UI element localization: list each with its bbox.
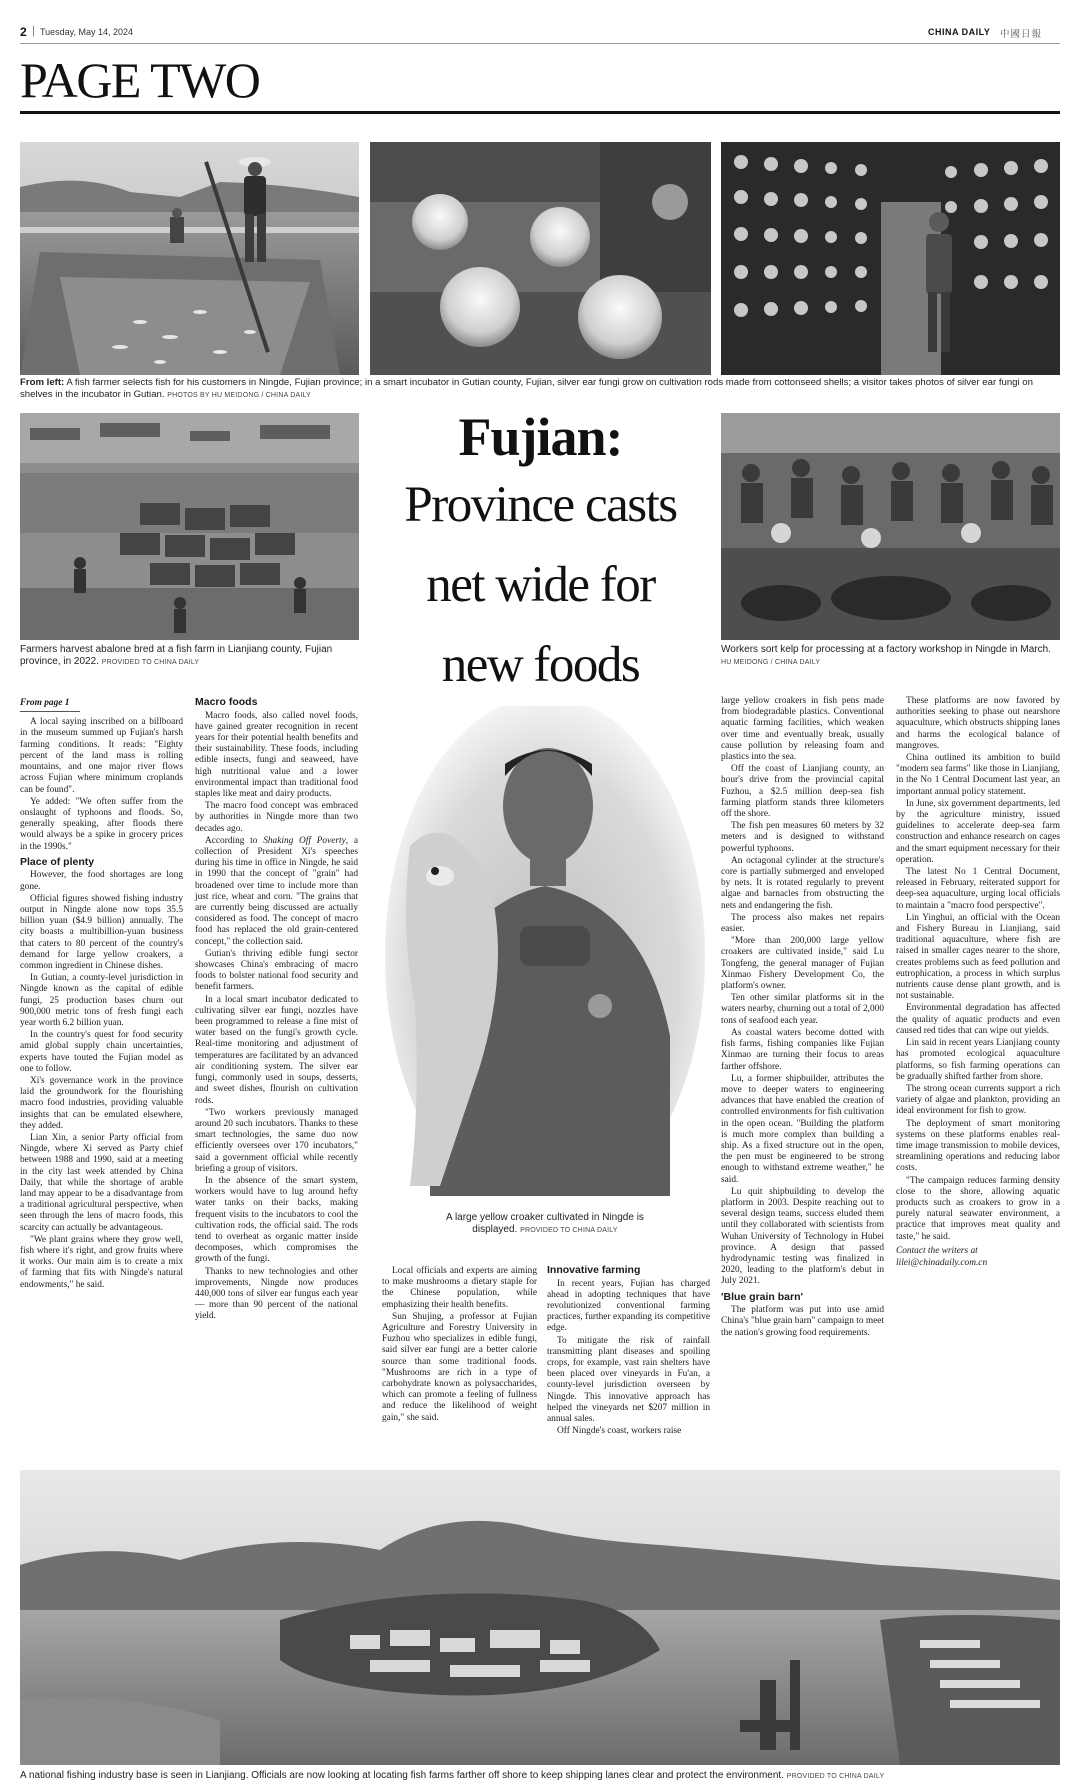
article-paragraph: The macro food concept was embraced by authorities in Ningde more than two decades ago. bbox=[195, 801, 358, 834]
article-column-3 bbox=[382, 1266, 537, 1425]
headline-line-3: new foods bbox=[441, 637, 640, 693]
subhead-innovative-farming: Innovative farming bbox=[547, 1264, 641, 1276]
article-column-2 bbox=[195, 696, 358, 1324]
article-paragraph bbox=[195, 836, 358, 948]
caption-credit: PROVIDED TO CHINA DAILY bbox=[520, 1227, 618, 1235]
abalone-harvest-photo bbox=[20, 413, 359, 640]
article-paragraph: China outlined its ambition to build "modern sea farms" like those in Lianjiang, in the No 1 Central Document last year, an important annual policy statement. bbox=[896, 753, 1060, 797]
article-paragraph: Thanks to new technologies and other improvements, Ningde now produces 440,000 tons of silver ear fungus each year — more than 90 percent of the national yield. bbox=[195, 1266, 358, 1322]
top-photos-caption bbox=[20, 377, 1060, 400]
panorama-caption bbox=[20, 1770, 1060, 1782]
article-paragraph: "We plant grains where they grow well, fish where it's right, and grow fruits where it works. Our main aim is to create a mix of farming that fits with Ningde's natural endowments," he said. bbox=[20, 1234, 183, 1290]
article-paragraph: In June, six government departments, led by the agriculture ministry, issued guidelines to accelerate deep-sea farm construction and enhance research on cages and the smart equipment necessary for their operation. bbox=[896, 798, 1060, 865]
headline-kicker: Fujian: bbox=[458, 407, 623, 467]
article-paragraph: An octagonal cylinder at the structure's core is partially submerged and enveloped by nets. It is rotated regularly to prevent algae and barnacles from obstructing the nets and endangering the fish. bbox=[721, 855, 884, 911]
brand-name: CHINA DAILY bbox=[928, 27, 991, 37]
caption-credit: PROVIDED TO CHINA DAILY bbox=[786, 1773, 885, 1780]
fishing-base-panorama bbox=[20, 1470, 1060, 1765]
article-paragraph: Lin said in recent years Lianjiang county has promoted ecological aquaculture platforms, so fish farming operations can be gradually shifted farther from shore. bbox=[896, 1038, 1060, 1082]
caption-credit: PHOTOS BY HU MEIDONG / CHINA DAILY bbox=[167, 391, 311, 399]
article-paragraph: Xi's governance work in the province laid the groundwork for the flourishing macro food industries, providing valuable insights that can be emulated elsewhere, they added. bbox=[20, 1075, 183, 1131]
article-paragraph: "The campaign reduces farming density close to the shore, allowing aquatic products such as croakers to grow in a purely natural seawater environment, a practice that improves meat quality and taste," he said. bbox=[896, 1175, 1060, 1242]
article-paragraph: The latest No 1 Central Document, released in February, reiterated support for deep-sea aquaculture, urging local officials to maintain a "macro food perspective". bbox=[896, 867, 1060, 911]
text-run: According to bbox=[205, 835, 264, 846]
article-paragraph: In Gutian, a county-level jurisdiction in Ningde known as the capital of edible fungi, 25 production bases churn out 900,000 metric tons of fresh fungi each year worth 6.2 billion yuan. bbox=[20, 973, 183, 1028]
article-paragraph: Ye added: "We often suffer from the onslaught of typhoons and floods. So, generally speaking, after floods there would always be a spike in grocery prices in the 1990s." bbox=[20, 796, 183, 852]
article-paragraph: In the absence of the smart system, workers would have to lug around hefty water tanks on their backs, making frequent visits to the incubators to cool the cultivation rods, the official said. The rods tend to overheat as organic matter inside decomposes, which compromises the growth of the fungi. bbox=[195, 1175, 358, 1265]
article-paragraph: The deployment of smart monitoring systems on these platforms enables real-time image transmission to mobile devices, streamlining operations and reducing labor costs. bbox=[896, 1118, 1060, 1174]
caption-text: A national fishing industry base is seen in Lianjiang. Officials are now looking at locating fish farms farther off shore to keep shipping lanes clear and protect the environment. bbox=[20, 1770, 784, 1781]
article-paragraph: Off the coast of Lianjiang county, an hour's drive from the provincial capital Fuzhou, a $2.5 million deep-sea fish farming platform stands three kilometers off the shore. bbox=[721, 764, 884, 820]
article-paragraph: As coastal waters become dotted with fish farms, fishing companies like Fujian Xinmao are turning their focus to areas farther offshore. bbox=[721, 1027, 884, 1072]
fish-farmer-photo bbox=[20, 142, 359, 375]
article-column-1 bbox=[20, 698, 183, 1292]
brand-logo-cn: 中國日報 bbox=[1000, 30, 1043, 40]
kelp-photo-caption bbox=[721, 644, 1060, 668]
book-title: Shaking Off Poverty bbox=[263, 835, 346, 846]
article-paragraph: The fish pen measures 60 meters by 32 meters and is designed to withstand powerful typhoons. bbox=[721, 821, 884, 854]
article-paragraph: To mitigate the risk of rainfall transmitting plant diseases and spoiling crops, for example, vast rain shelters have been placed over vineyards in Fu'an, a county-level jurisdiction overseen by Ningde. This innovative approach has helped the vineyards net $207 million in annual sales. bbox=[547, 1335, 710, 1425]
article-paragraph: In the country's quest for food security amid global supply chain uncertainties, experts have touted the Fujian model as one to follow. bbox=[20, 1030, 183, 1074]
article-paragraph: The platform was put into use amid China's "blue grain barn" campaign to meet the nation's growing food requirements. bbox=[721, 1305, 884, 1338]
croaker-photo-caption bbox=[430, 1212, 660, 1236]
article-paragraph: "Two workers previously managed around 20 such incubators. Thanks to these smart technologies, the same duo now efficiently oversees over 170 incubators," said a government official while recently briefing a group of visitors. bbox=[195, 1107, 358, 1174]
issue-date: Tuesday, May 14, 2024 bbox=[40, 27, 134, 37]
article-column-5 bbox=[721, 696, 884, 1340]
article-paragraph: The strong ocean currents support a rich variety of algae and plankton, providing an ideal environment for fish to grow. bbox=[896, 1083, 1060, 1117]
silver-ear-fungi-photo bbox=[370, 142, 711, 375]
article-paragraph: Local officials and experts are aiming to make mushrooms a dietary staple for the Chinese population, while emphasizing their health benefits. bbox=[382, 1266, 537, 1310]
subhead-place-of-plenty: Place of plenty bbox=[20, 855, 95, 868]
from-page-rule bbox=[20, 711, 80, 712]
article-column-4 bbox=[547, 1264, 710, 1438]
caption-credit: HU MEIDONG / CHINA DAILY bbox=[721, 659, 821, 667]
text-run: , a collection of President Xi's speeches during his time in office in Ningde, he said in 1990 that the concept of "grain" had broadened over time to include more than just rice, wheat and corn. "The grains that are currently being discussed are actually considered as food. The concept of macro food has replaced the old grain-centered concept," the collection said. bbox=[195, 835, 358, 947]
headline-line-2: net wide for bbox=[426, 557, 655, 613]
article-paragraph: large yellow croakers in fish pens made from biodegradable plastics. Conventional aquatic farming facilities, which weaken over time and eventually break, usually cause pollution by releasing foam and plastics into the sea. bbox=[721, 696, 884, 763]
article-paragraph: Official figures showed fishing industry output in Ningde alone now tops 35.5 billion yuan ($4.9 billion) annually. The city boasts a multibillion-yuan business that caters to 80 percent of the country's demand for large yellow croakers, a common ingredient in Chinese dishes. bbox=[20, 893, 183, 971]
article-paragraph: Ten other similar platforms sit in the waters nearby, churning out a total of 2,000 tons of seafood each year. bbox=[721, 993, 884, 1026]
contact-line: Contact the writers at bbox=[896, 1245, 978, 1256]
article-paragraph: Lu, a former shipbuilder, attributes the move to deeper waters to engineering advances that have enabled the creation of controlled environments for fish cultivation in the open ocean. "Building the platform is much more complex than building a ship. As a fixed structure out in the open, the pen must be engineered to be strong enough to withstand extreme weather," he said. bbox=[721, 1073, 884, 1185]
article-paragraph: Off Ningde's coast, workers raise bbox=[557, 1426, 682, 1437]
article-paragraph: Lian Xin, a senior Party official from Ningde, where Xi served as Party chief between 1988 and 1990, said at a meeting in the city last week attended by China Daily, that while the shortage of arable land may appear to be a disadvantage from a traditional agricultural perspective, when seen through the lens of macro foods, this scarcity can actually be advantageous. bbox=[20, 1132, 183, 1233]
caption-text: Farmers harvest abalone bred at a fish farm in Lianjiang county, Fujian province, in 2022. bbox=[20, 644, 333, 668]
header-separator: | bbox=[32, 25, 35, 37]
subhead-macro-foods: Macro foods bbox=[195, 696, 258, 708]
article-paragraph: Environmental degradation has affected the quality of aquatic products and even caused red tides that can wipe out yields. bbox=[896, 1003, 1060, 1036]
article-paragraph: However, the food shortages are long gone. bbox=[20, 870, 183, 892]
article-column-6 bbox=[896, 696, 1060, 1270]
caption-text: Workers sort kelp for processing at a factory workshop in Ningde in March. bbox=[721, 644, 1051, 655]
croaker-man-photo bbox=[370, 706, 711, 1196]
page-number: 2 bbox=[20, 25, 27, 39]
article-paragraph: Lin Yinghui, an official with the Ocean and Fishery Bureau in Lianjiang, said traditional aquaculture, where fish are raised in smaller cages nearer to the shore, creates problems such as feed pollution and eutrophication, a process in which surplus nutrients cause dense plant growth, and is not sustainable. bbox=[896, 912, 1060, 1002]
article-paragraph: Lu quit shipbuilding to develop the platform in 2003. Despite reaching out to several design teams, success eluded them until they collaborated with scientists from Wuhan University of Technology in Hubei province. A design that passed hydrodynamic testing was finalized in 2020, leading to the platform's debut in July 2021. bbox=[721, 1186, 884, 1287]
article-paragraph: A local saying inscribed on a billboard in the museum summed up Fujian's harsh farming conditions. It reads: "Eighty percent of the land mass is rolling mountains, and one major river flows across Fujian where minimum croplands can be found". bbox=[20, 717, 183, 795]
article-paragraph: In a local smart incubator dedicated to cultivating silver ear fungi, nozzles have been programmed to release a fine mist of water based on the fungi's growth cycle. Real-time monitoring and adjustment of temperatures are facilitated by an advanced air conditioning system. The silver ear fungi, commonly used in soups, desserts, and sweet dishes, flourish on cultivation rods. bbox=[195, 994, 358, 1106]
incubator-shelves-photo bbox=[721, 142, 1060, 375]
article-paragraph: Macro foods, also called novel foods, have gained greater recognition in recent years for their potential health benefits and their sustainability. These foods, including edible insects, fungi and seaweed, have high nutritional value and a lower environmental impact than traditional food staples like meat and dairy products. bbox=[195, 710, 358, 800]
article-paragraph: These platforms are now favored by authorities seeking to phase out nearshore aquaculture, which obstructs shipping lanes and harms the ecological balance of mangroves. bbox=[896, 696, 1060, 751]
subhead-blue-grain-barn: 'Blue grain barn' bbox=[721, 1290, 804, 1303]
title-rule bbox=[20, 111, 1060, 114]
article-paragraph: "More than 200,000 large yellow croakers are cultivated inside," said Lu Tongfeng, the general manager of Fujian Xinmao Fishery Development Co, the platform's owner. bbox=[721, 936, 884, 992]
caption-text: A fish farmer selects fish for his customers in Ningde, Fujian province; in a smart incubator in Gutian county, Fujian, silver ear fungi grow on cultivation rods made from cottonseed shells; a visitor takes photos of silver ear fungi on shelves in the incubator in Gutian. bbox=[20, 377, 1033, 400]
article-paragraph: The process also makes net repairs easier. bbox=[721, 912, 884, 935]
article-paragraph: In recent years, Fujian has charged ahead in adopting techniques that have revolutionized conventional farming practices, further expanding its competitive edge. bbox=[547, 1278, 710, 1334]
headline-line-1: Province casts bbox=[404, 477, 677, 533]
caption-text: A large yellow croaker cultivated in Ningde is displayed. bbox=[446, 1212, 644, 1236]
abalone-photo-caption bbox=[20, 644, 350, 668]
kelp-workers-photo bbox=[721, 413, 1060, 640]
article-paragraph: Gutian's thriving edible fungi sector showcases China's embracing of macro foods to bolster national food security and benefit farmers. bbox=[195, 948, 358, 993]
contact-email[interactable]: lilei@chinadaily.com.cn bbox=[896, 1257, 988, 1268]
article-paragraph: Sun Shujing, a professor at Fujian Agriculture and Forestry University in Fuzhou who specializes in edible fungi, said silver ear fungi are a better calorie source than some traditional foods. "Mushrooms are rich in a type of carbohydrate known as polysaccharides, which can promote a feeling of fullness and reduce the likelihood of weight gain," she said. bbox=[382, 1311, 537, 1423]
caption-credit: PROVIDED TO CHINA DAILY bbox=[101, 659, 200, 667]
header-rule bbox=[20, 43, 1060, 44]
from-page-label: From page 1 bbox=[20, 698, 70, 708]
section-title: PAGE TWO bbox=[20, 52, 260, 108]
caption-lead: From left: bbox=[20, 377, 65, 388]
